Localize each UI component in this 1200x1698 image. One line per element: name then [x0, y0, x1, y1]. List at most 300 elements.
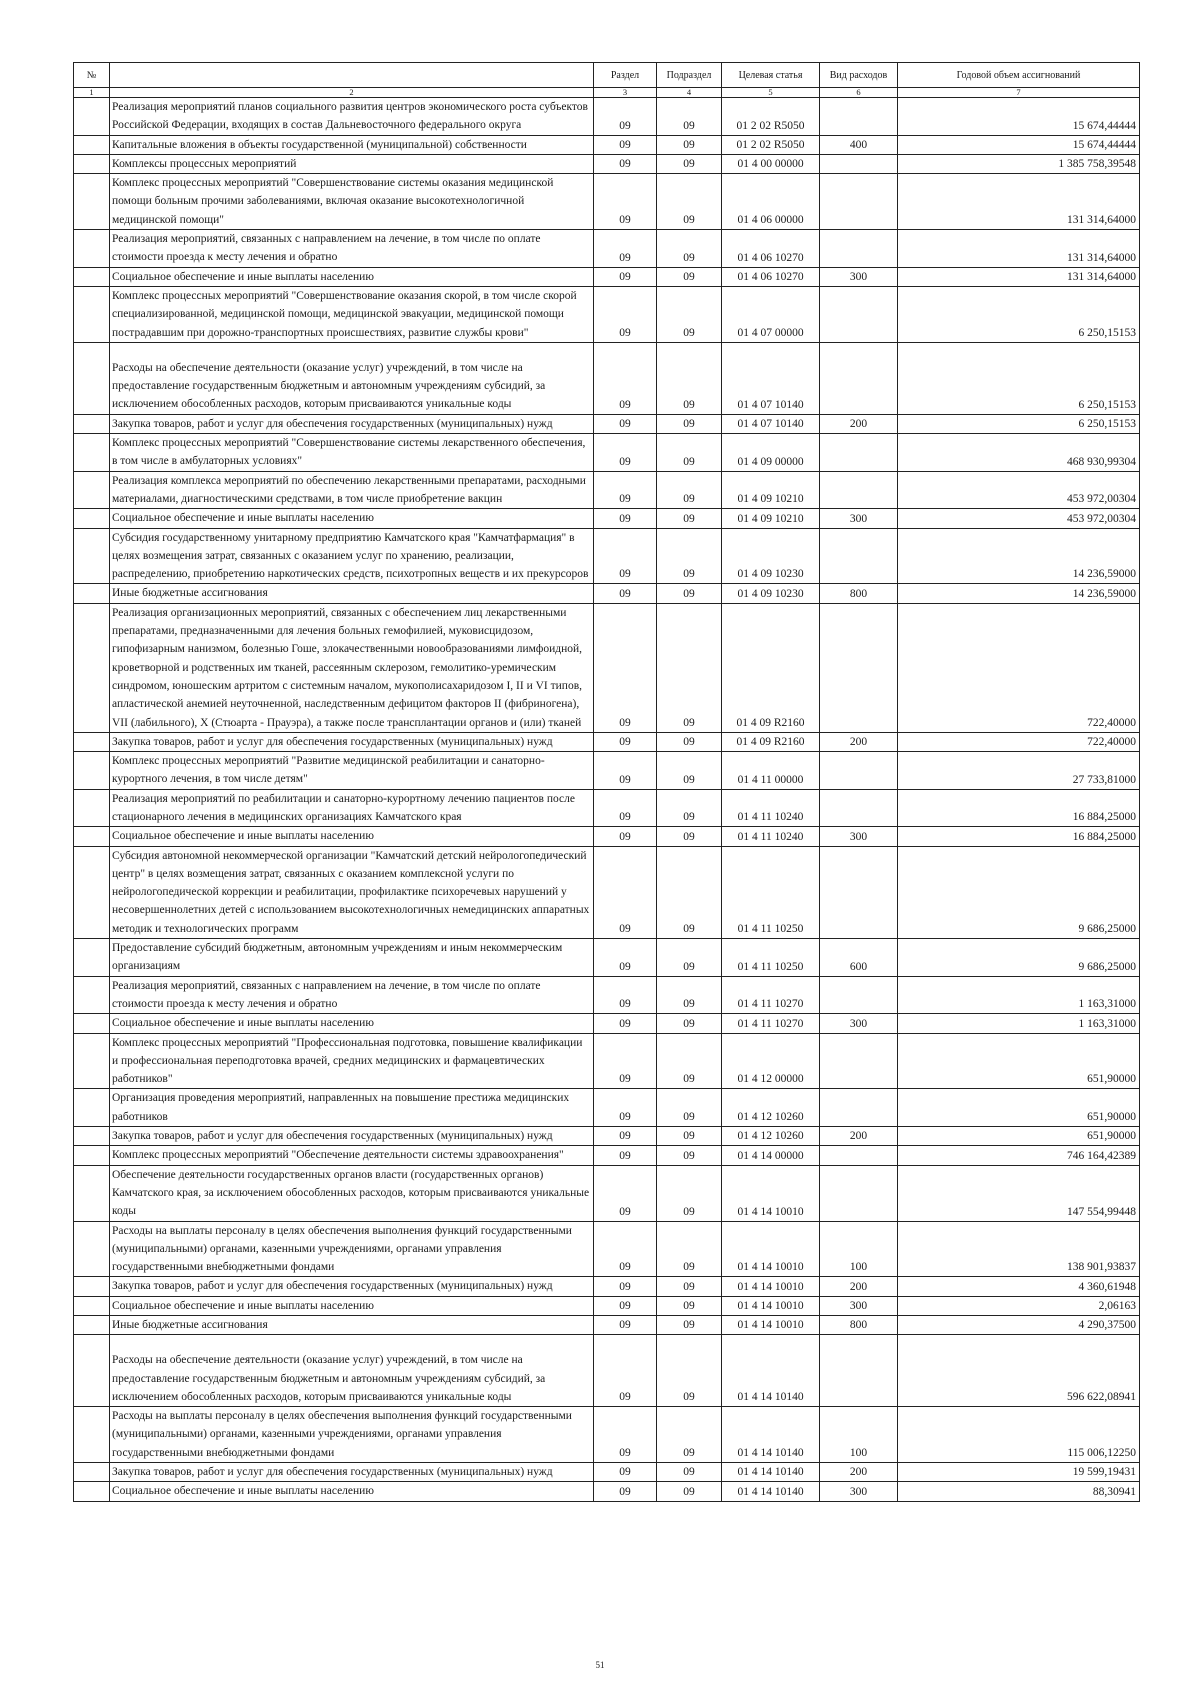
- row-section: 09: [594, 286, 657, 342]
- row-amount: 6 250,15153: [898, 286, 1140, 342]
- row-target-item: 01 4 09 10210: [722, 509, 820, 528]
- row-target-item: 01 4 11 10250: [722, 846, 820, 938]
- row-subsection: 09: [657, 154, 722, 173]
- row-section: 09: [594, 1316, 657, 1335]
- row-section: 09: [594, 174, 657, 230]
- row-name: Капитальные вложения в объекты государственной (муниципальной) собственности: [110, 135, 594, 154]
- header-section: Раздел: [594, 63, 657, 88]
- row-section: 09: [594, 827, 657, 846]
- row-expense-type: 100: [820, 1407, 898, 1463]
- table-row: [74, 267, 1140, 286]
- table-row: [74, 1407, 1140, 1463]
- row-expense-type: [820, 603, 898, 732]
- row-section: 09: [594, 509, 657, 528]
- row-amount: 131 314,64000: [898, 174, 1140, 230]
- row-expense-type: [820, 230, 898, 268]
- row-target-item: 01 4 11 10250: [722, 939, 820, 977]
- row-subsection: 09: [657, 471, 722, 509]
- row-target-item: 01 4 14 10140: [722, 1335, 820, 1407]
- table-row: [74, 789, 1140, 827]
- table-row: [74, 174, 1140, 230]
- row-name: Расходы на обеспечение деятельности (оказание услуг) учреждений, в том числе на предоставление государственным бюджетным и автономным учреждениям субсидий, за исключением обособленных расходов, которым присваиваются уникальные коды: [110, 342, 594, 414]
- row-number: [74, 1296, 110, 1315]
- row-subsection: 09: [657, 509, 722, 528]
- row-section: 09: [594, 1221, 657, 1277]
- row-amount: 6 250,15153: [898, 414, 1140, 433]
- row-number: [74, 135, 110, 154]
- row-number: [74, 827, 110, 846]
- row-amount: 596 622,08941: [898, 1335, 1140, 1407]
- table-row: [74, 1221, 1140, 1277]
- row-name: Закупка товаров, работ и услуг для обеспечения государственных (муниципальных) нужд: [110, 1127, 594, 1146]
- row-amount: 6 250,15153: [898, 342, 1140, 414]
- row-amount: 16 884,25000: [898, 827, 1140, 846]
- row-section: 09: [594, 230, 657, 268]
- row-target-item: 01 4 09 00000: [722, 434, 820, 472]
- row-expense-type: 300: [820, 827, 898, 846]
- row-amount: 14 236,59000: [898, 528, 1140, 584]
- row-section: 09: [594, 1033, 657, 1089]
- row-target-item: 01 4 09 R2160: [722, 603, 820, 732]
- row-target-item: 01 4 14 10010: [722, 1165, 820, 1221]
- row-subsection: 09: [657, 135, 722, 154]
- column-number: 3: [594, 88, 657, 98]
- table-row: [74, 154, 1140, 173]
- row-expense-type: 300: [820, 1482, 898, 1501]
- row-section: 09: [594, 976, 657, 1014]
- row-subsection: 09: [657, 528, 722, 584]
- table-row: [74, 827, 1140, 846]
- row-amount: 468 930,99304: [898, 434, 1140, 472]
- row-subsection: 09: [657, 827, 722, 846]
- row-subsection: 09: [657, 1407, 722, 1463]
- row-name: Реализация мероприятий, связанных с направлением на лечение, в том числе по оплате стоимости проезда к месту лечения и обратно: [110, 230, 594, 268]
- table-row: [74, 528, 1140, 584]
- row-subsection: 09: [657, 1221, 722, 1277]
- row-target-item: 01 4 09 10230: [722, 584, 820, 603]
- row-target-item: 01 4 11 10270: [722, 1014, 820, 1033]
- table-row: [74, 846, 1140, 938]
- row-expense-type: [820, 471, 898, 509]
- table-row: [74, 1296, 1140, 1315]
- row-subsection: 09: [657, 1165, 722, 1221]
- row-section: 09: [594, 528, 657, 584]
- row-name: Комплекс процессных мероприятий "Развитие медицинской реабилитации и санаторно-курортного лечения, в том числе детям": [110, 752, 594, 790]
- row-amount: 88,30941: [898, 1482, 1140, 1501]
- row-section: 09: [594, 1277, 657, 1296]
- row-number: [74, 267, 110, 286]
- table-row: [74, 98, 1140, 136]
- row-subsection: 09: [657, 286, 722, 342]
- row-expense-type: 400: [820, 135, 898, 154]
- row-subsection: 09: [657, 98, 722, 136]
- row-name: Комплексы процессных мероприятий: [110, 154, 594, 173]
- row-name: Субсидия автономной некоммерческой организации "Камчатский детский нейрологопедический центр" в целях возмещения затрат, связанных с оказанием комплексной услуги по нейрологопедической коррекции и реабилитации, профилактике психоречевых нарушений у несовершеннолетних детей с использованием высокотехнологичных немедицинских аппаратных методик и технологических программ: [110, 846, 594, 938]
- row-target-item: 01 4 12 10260: [722, 1127, 820, 1146]
- row-amount: 14 236,59000: [898, 584, 1140, 603]
- row-target-item: 01 4 07 00000: [722, 286, 820, 342]
- row-number: [74, 1033, 110, 1089]
- row-name: Обеспечение деятельности государственных органов власти (государственных органов) Камчатского края, за исключением обособленных расходов, которым присваиваются уникальные коды: [110, 1165, 594, 1221]
- row-name: Комплекс процессных мероприятий "Профессиональная подготовка, повышение квалификации и профессиональная переподготовка врачей, средних медицинских и фармацевтических работников": [110, 1033, 594, 1089]
- row-expense-type: 800: [820, 584, 898, 603]
- table-row: [74, 1316, 1140, 1335]
- row-amount: 16 884,25000: [898, 789, 1140, 827]
- row-section: 09: [594, 414, 657, 433]
- row-subsection: 09: [657, 414, 722, 433]
- row-name: Социальное обеспечение и иные выплаты населению: [110, 1296, 594, 1315]
- row-subsection: 09: [657, 846, 722, 938]
- table-row: [74, 752, 1140, 790]
- row-target-item: 01 4 11 10270: [722, 976, 820, 1014]
- row-name: Реализация мероприятий по реабилитации и санаторно-курортному лечению пациентов после стационарного лечения в медицинских организациях Камчатского края: [110, 789, 594, 827]
- row-expense-type: [820, 1335, 898, 1407]
- row-amount: 4 290,37500: [898, 1316, 1140, 1335]
- row-expense-type: [820, 846, 898, 938]
- row-number: [74, 789, 110, 827]
- row-subsection: 09: [657, 1146, 722, 1165]
- row-subsection: 09: [657, 789, 722, 827]
- row-number: [74, 1316, 110, 1335]
- row-expense-type: [820, 528, 898, 584]
- table-row: [74, 414, 1140, 433]
- row-target-item: 01 4 14 10010: [722, 1296, 820, 1315]
- row-section: 09: [594, 154, 657, 173]
- row-amount: 9 686,25000: [898, 939, 1140, 977]
- row-amount: 147 554,99448: [898, 1165, 1140, 1221]
- table-row: [74, 939, 1140, 977]
- row-target-item: 01 4 14 10140: [722, 1407, 820, 1463]
- row-number: [74, 1335, 110, 1407]
- header-number: №: [74, 63, 110, 88]
- budget-table-container: [73, 62, 1139, 1502]
- row-section: 09: [594, 267, 657, 286]
- row-target-item: 01 4 06 00000: [722, 174, 820, 230]
- row-name: Комплекс процессных мероприятий "Совершенствование системы оказания медицинской помощи больным прочими заболеваниями, включая оказание высокотехнологичной медицинской помощи": [110, 174, 594, 230]
- row-section: 09: [594, 752, 657, 790]
- row-number: [74, 174, 110, 230]
- row-name: Социальное обеспечение и иные выплаты населению: [110, 1482, 594, 1501]
- row-section: 09: [594, 1463, 657, 1482]
- row-subsection: 09: [657, 267, 722, 286]
- row-number: [74, 752, 110, 790]
- row-subsection: 09: [657, 976, 722, 1014]
- table-row: [74, 1335, 1140, 1407]
- row-name: Расходы на выплаты персоналу в целях обеспечения выполнения функций государственными (муниципальными) органами, казенными учреждениями, органами управления государственными внебюджетными фондами: [110, 1407, 594, 1463]
- row-section: 09: [594, 1335, 657, 1407]
- row-name: Социальное обеспечение и иные выплаты населению: [110, 509, 594, 528]
- budget-table: [73, 62, 1140, 1502]
- row-name: Социальное обеспечение и иные выплаты населению: [110, 827, 594, 846]
- row-name: Иные бюджетные ассигнования: [110, 584, 594, 603]
- row-target-item: 01 4 12 00000: [722, 1033, 820, 1089]
- table-row: [74, 603, 1140, 732]
- table-row: [74, 1482, 1140, 1501]
- row-expense-type: 600: [820, 939, 898, 977]
- row-subsection: 09: [657, 732, 722, 751]
- row-amount: 9 686,25000: [898, 846, 1140, 938]
- row-number: [74, 976, 110, 1014]
- header-expense-type: Вид расходов: [820, 63, 898, 88]
- row-section: 09: [594, 939, 657, 977]
- row-number: [74, 1407, 110, 1463]
- row-expense-type: [820, 789, 898, 827]
- row-number: [74, 528, 110, 584]
- row-number: [74, 846, 110, 938]
- row-expense-type: 200: [820, 732, 898, 751]
- row-amount: 115 006,12250: [898, 1407, 1140, 1463]
- row-amount: 27 733,81000: [898, 752, 1140, 790]
- row-name: Реализация организационных мероприятий, связанных с обеспечением лиц лекарственными препаратами, предназначенными для лечения больных гемофилией, муковисцидозом, гипофизарным нанизмом, болезнью Гоше, злокачественными новообразованиями лимфоидной, кроветворной и родственных им тканей, рассеянным склерозом, гемолитико-уремическим синдромом, юношеским артритом с системным началом, мукополисахаридозом I, II и VI типов, апластической анемией неуточненной, наследственным дефицитом факторов II (фибриногена), VII (лабильного), X (Стюарта - Прауэра), а также после трансплантации органов и (или) тканей: [110, 603, 594, 732]
- row-target-item: 01 4 11 10240: [722, 789, 820, 827]
- row-target-item: 01 4 06 10270: [722, 267, 820, 286]
- row-expense-type: 100: [820, 1221, 898, 1277]
- row-name: Реализация комплекса мероприятий по обеспечению лекарственными препаратами, расходными материалами, диагностическими средствами, в том числе приобретение вакцин: [110, 471, 594, 509]
- row-name: Закупка товаров, работ и услуг для обеспечения государственных (муниципальных) нужд: [110, 1463, 594, 1482]
- row-expense-type: 200: [820, 1463, 898, 1482]
- row-number: [74, 1463, 110, 1482]
- row-name: Расходы на выплаты персоналу в целях обеспечения выполнения функций государственными (муниципальными) органами, казенными учреждениями, органами управления государственными внебюджетными фондами: [110, 1221, 594, 1277]
- row-subsection: 09: [657, 584, 722, 603]
- table-row: [74, 732, 1140, 751]
- row-section: 09: [594, 1296, 657, 1315]
- row-expense-type: [820, 1146, 898, 1165]
- header-target-item: Целевая статья: [722, 63, 820, 88]
- row-section: 09: [594, 603, 657, 732]
- row-amount: 722,40000: [898, 603, 1140, 732]
- row-number: [74, 286, 110, 342]
- row-target-item: 01 4 00 00000: [722, 154, 820, 173]
- row-target-item: 01 4 11 00000: [722, 752, 820, 790]
- column-number: 7: [898, 88, 1140, 98]
- row-section: 09: [594, 1014, 657, 1033]
- table-row: [74, 1165, 1140, 1221]
- header-subsection: Подраздел: [657, 63, 722, 88]
- row-amount: 651,90000: [898, 1127, 1140, 1146]
- row-amount: 453 972,00304: [898, 471, 1140, 509]
- row-target-item: 01 4 09 10230: [722, 528, 820, 584]
- row-number: [74, 1089, 110, 1127]
- row-section: 09: [594, 342, 657, 414]
- row-name: Комплекс процессных мероприятий "Совершенствование оказания скорой, в том числе скорой специализированной, медицинской помощи, медицинской эвакуации, медицинской помощи пострадавшим при дорожно-транспортных происшествиях, развитие службы крови": [110, 286, 594, 342]
- row-subsection: 09: [657, 342, 722, 414]
- table-row: [74, 230, 1140, 268]
- row-amount: 2,06163: [898, 1296, 1140, 1315]
- row-expense-type: [820, 1089, 898, 1127]
- row-target-item: 01 4 14 10140: [722, 1463, 820, 1482]
- row-name: Реализация мероприятий планов социального развития центров экономического роста субъектов Российской Федерации, входящих в состав Дальневосточного федерального округа: [110, 98, 594, 136]
- row-section: 09: [594, 135, 657, 154]
- row-amount: 453 972,00304: [898, 509, 1140, 528]
- row-target-item: 01 2 02 R5050: [722, 98, 820, 136]
- row-subsection: 09: [657, 1277, 722, 1296]
- column-number: 6: [820, 88, 898, 98]
- row-subsection: 09: [657, 1316, 722, 1335]
- row-number: [74, 1014, 110, 1033]
- row-expense-type: 200: [820, 414, 898, 433]
- row-number: [74, 509, 110, 528]
- table-row: [74, 976, 1140, 1014]
- column-number: 2: [110, 88, 594, 98]
- table-row: [74, 342, 1140, 414]
- table-row: [74, 1127, 1140, 1146]
- row-expense-type: [820, 98, 898, 136]
- row-section: 09: [594, 1482, 657, 1501]
- row-name: Комплекс процессных мероприятий "Обеспечение деятельности системы здравоохранения": [110, 1146, 594, 1165]
- table-row: [74, 1277, 1140, 1296]
- row-subsection: 09: [657, 939, 722, 977]
- column-number: 4: [657, 88, 722, 98]
- row-subsection: 09: [657, 1033, 722, 1089]
- row-subsection: 09: [657, 174, 722, 230]
- table-row: [74, 584, 1140, 603]
- row-name: Реализация мероприятий, связанных с направлением на лечение, в том числе по оплате стоимости проезда к месту лечения и обратно: [110, 976, 594, 1014]
- table-row: [74, 471, 1140, 509]
- row-section: 09: [594, 1089, 657, 1127]
- page-number: 51: [595, 1660, 605, 1670]
- row-subsection: 09: [657, 434, 722, 472]
- row-subsection: 09: [657, 1335, 722, 1407]
- table-row: [74, 434, 1140, 472]
- row-name: Закупка товаров, работ и услуг для обеспечения государственных (муниципальных) нужд: [110, 414, 594, 433]
- row-name: Закупка товаров, работ и услуг для обеспечения государственных (муниципальных) нужд: [110, 1277, 594, 1296]
- header-name: [110, 63, 594, 88]
- row-number: [74, 342, 110, 414]
- row-name: Социальное обеспечение и иные выплаты населению: [110, 267, 594, 286]
- row-number: [74, 584, 110, 603]
- row-number: [74, 154, 110, 173]
- row-target-item: 01 4 14 10010: [722, 1316, 820, 1335]
- row-section: 09: [594, 846, 657, 938]
- row-section: 09: [594, 1407, 657, 1463]
- row-target-item: 01 4 14 00000: [722, 1146, 820, 1165]
- row-number: [74, 1127, 110, 1146]
- row-name: Социальное обеспечение и иные выплаты населению: [110, 1014, 594, 1033]
- table-row: [74, 1033, 1140, 1089]
- row-subsection: 09: [657, 1463, 722, 1482]
- row-number: [74, 603, 110, 732]
- row-expense-type: [820, 1033, 898, 1089]
- row-section: 09: [594, 584, 657, 603]
- row-subsection: 09: [657, 1014, 722, 1033]
- row-amount: 1 385 758,39548: [898, 154, 1140, 173]
- row-section: 09: [594, 732, 657, 751]
- row-amount: 651,90000: [898, 1033, 1140, 1089]
- row-subsection: 09: [657, 1482, 722, 1501]
- row-number: [74, 732, 110, 751]
- row-amount: 15 674,44444: [898, 98, 1140, 136]
- row-name: Закупка товаров, работ и услуг для обеспечения государственных (муниципальных) нужд: [110, 732, 594, 751]
- header-annual-amount: Годовой объем ассигнований: [898, 63, 1140, 88]
- row-expense-type: [820, 342, 898, 414]
- row-name: Иные бюджетные ассигнования: [110, 1316, 594, 1335]
- row-section: 09: [594, 789, 657, 827]
- row-amount: 1 163,31000: [898, 1014, 1140, 1033]
- row-amount: 746 164,42389: [898, 1146, 1140, 1165]
- row-expense-type: [820, 434, 898, 472]
- row-target-item: 01 4 14 10010: [722, 1221, 820, 1277]
- table-row: [74, 1463, 1140, 1482]
- table-row: [74, 286, 1140, 342]
- row-number: [74, 1165, 110, 1221]
- row-section: 09: [594, 434, 657, 472]
- row-expense-type: 800: [820, 1316, 898, 1335]
- row-expense-type: 300: [820, 509, 898, 528]
- row-expense-type: [820, 976, 898, 1014]
- row-section: 09: [594, 471, 657, 509]
- row-target-item: 01 4 14 10010: [722, 1277, 820, 1296]
- row-expense-type: [820, 286, 898, 342]
- table-row: [74, 1014, 1140, 1033]
- column-number: 5: [722, 88, 820, 98]
- row-amount: 131 314,64000: [898, 230, 1140, 268]
- row-amount: 138 901,93837: [898, 1221, 1140, 1277]
- row-expense-type: 300: [820, 267, 898, 286]
- row-amount: 15 674,44444: [898, 135, 1140, 154]
- column-number-row: [74, 88, 1140, 98]
- row-amount: 722,40000: [898, 732, 1140, 751]
- row-number: [74, 414, 110, 433]
- row-name: Предоставление субсидий бюджетным, автономным учреждениям и иным некоммерческим организациям: [110, 939, 594, 977]
- row-expense-type: 300: [820, 1296, 898, 1315]
- row-number: [74, 98, 110, 136]
- row-name: Организация проведения мероприятий, направленных на повышение престижа медицинских работников: [110, 1089, 594, 1127]
- table-row: [74, 1146, 1140, 1165]
- row-subsection: 09: [657, 1089, 722, 1127]
- row-subsection: 09: [657, 603, 722, 732]
- row-expense-type: [820, 1165, 898, 1221]
- row-target-item: 01 4 07 10140: [722, 414, 820, 433]
- row-number: [74, 939, 110, 977]
- row-amount: 131 314,64000: [898, 267, 1140, 286]
- row-name: Комплекс процессных мероприятий "Совершенствование системы лекарственного обеспечения, в том числе в амбулаторных условиях": [110, 434, 594, 472]
- row-amount: 4 360,61948: [898, 1277, 1140, 1296]
- row-name: Расходы на обеспечение деятельности (оказание услуг) учреждений, в том числе на предоставление государственным бюджетным и автономным учреждениям субсидий, за исключением обособленных расходов, которым присваиваются уникальные коды: [110, 1335, 594, 1407]
- row-expense-type: [820, 752, 898, 790]
- row-target-item: 01 4 06 10270: [722, 230, 820, 268]
- row-expense-type: 300: [820, 1014, 898, 1033]
- row-section: 09: [594, 1127, 657, 1146]
- row-expense-type: 200: [820, 1127, 898, 1146]
- row-section: 09: [594, 98, 657, 136]
- row-target-item: 01 4 09 R2160: [722, 732, 820, 751]
- row-expense-type: 200: [820, 1277, 898, 1296]
- row-target-item: 01 4 09 10210: [722, 471, 820, 509]
- row-number: [74, 434, 110, 472]
- row-section: 09: [594, 1146, 657, 1165]
- row-expense-type: [820, 174, 898, 230]
- row-target-item: 01 4 12 10260: [722, 1089, 820, 1127]
- row-target-item: 01 4 07 10140: [722, 342, 820, 414]
- row-expense-type: [820, 154, 898, 173]
- row-target-item: 01 4 11 10240: [722, 827, 820, 846]
- header-row: [74, 63, 1140, 88]
- row-number: [74, 1277, 110, 1296]
- row-target-item: 01 2 02 R5050: [722, 135, 820, 154]
- row-number: [74, 230, 110, 268]
- row-subsection: 09: [657, 1127, 722, 1146]
- table-row: [74, 1089, 1140, 1127]
- row-amount: 651,90000: [898, 1089, 1140, 1127]
- row-number: [74, 1482, 110, 1501]
- column-number: 1: [74, 88, 110, 98]
- row-name: Субсидия государственному унитарному предприятию Камчатского края "Камчатфармация" в целях возмещения затрат, связанных с оказанием услуг по хранению, реализации, распределению, приобретению наркотических средств, психотропных веществ и их прекурсоров: [110, 528, 594, 584]
- table-row: [74, 509, 1140, 528]
- row-subsection: 09: [657, 752, 722, 790]
- row-subsection: 09: [657, 1296, 722, 1315]
- row-number: [74, 1221, 110, 1277]
- row-number: [74, 1146, 110, 1165]
